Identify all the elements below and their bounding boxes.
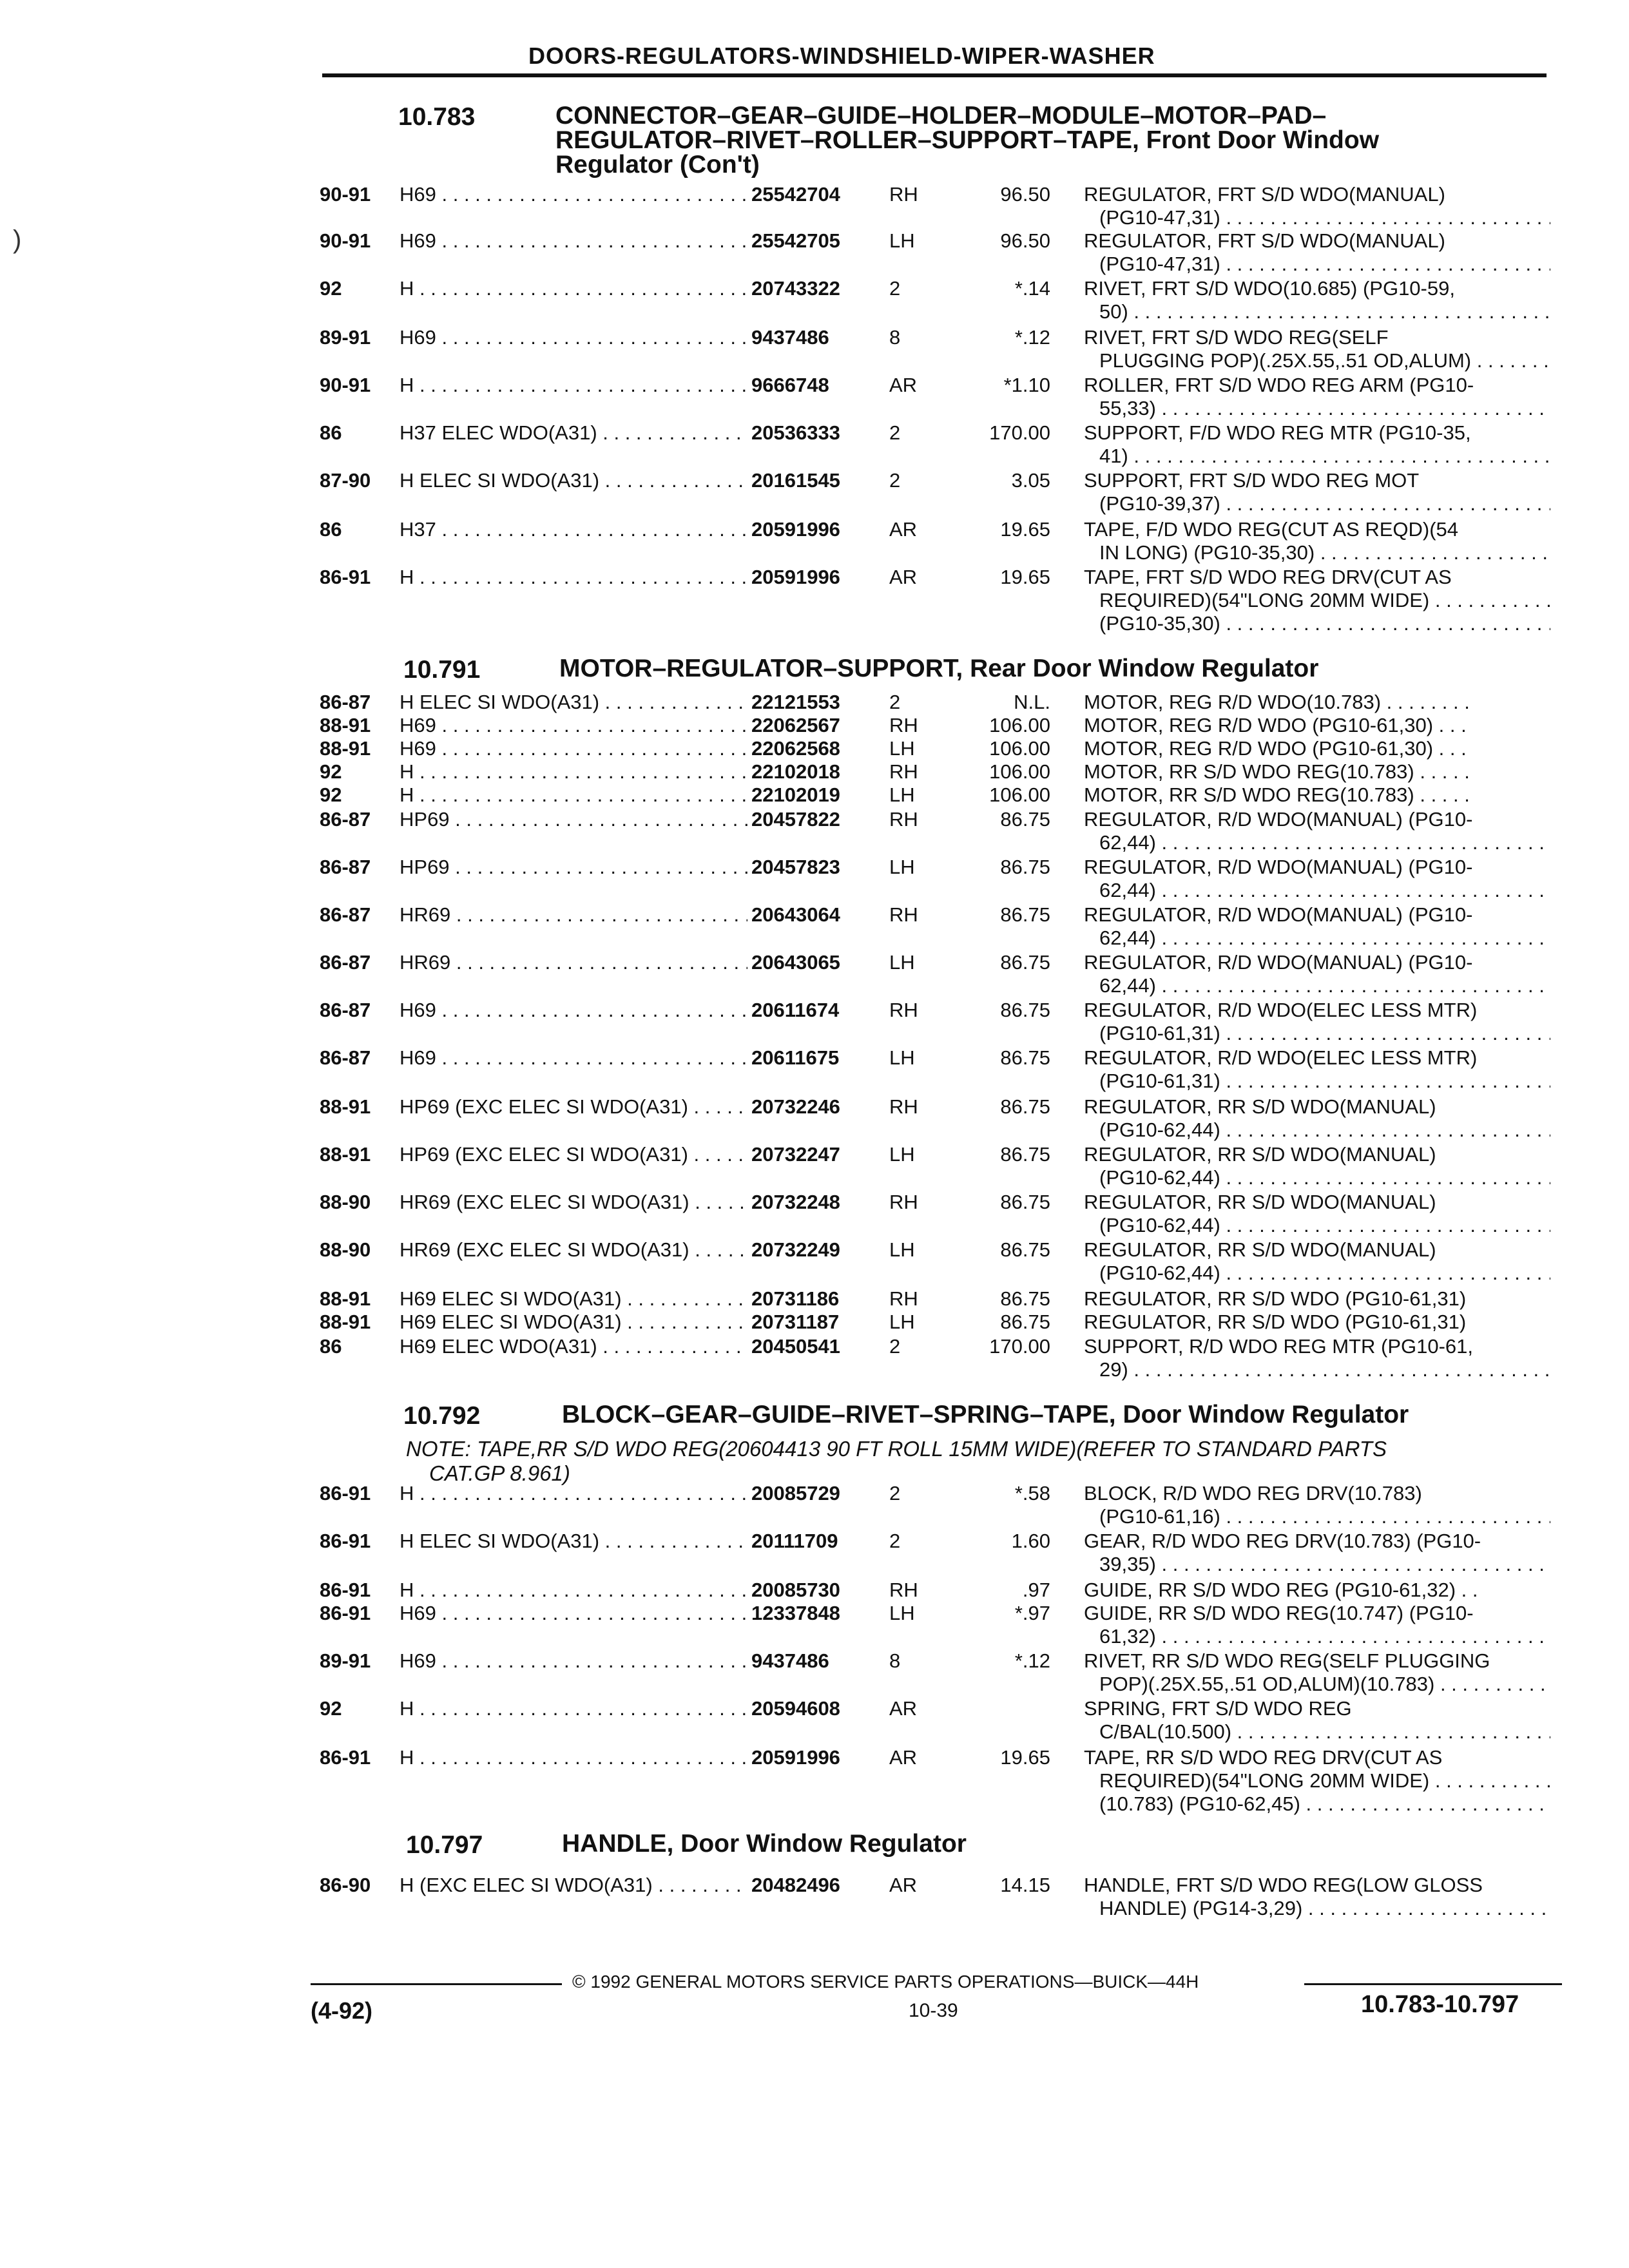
model-year: 86-91 xyxy=(320,1530,371,1552)
part-number: 20731187 xyxy=(751,1311,840,1333)
model-application: HR69 (EXC ELEC SI WDO(A31) . . . xyxy=(400,1238,747,1262)
description-continued: IN LONG) (PG10-35,30) . . . xyxy=(1099,541,1550,564)
model-year: 90-91 xyxy=(320,374,371,396)
table-row xyxy=(0,1287,1629,1313)
model-application: H . . . xyxy=(400,374,747,397)
price: 14.15 xyxy=(1000,1874,1050,1896)
part-number: 9437486 xyxy=(751,326,829,349)
price: 19.65 xyxy=(1000,566,1050,588)
part-number: 20732246 xyxy=(751,1095,840,1118)
model-year: 86-91 xyxy=(320,1602,371,1624)
quantity: 2 xyxy=(889,691,901,713)
description: REGULATOR, R/D WDO(MANUAL) (PG10- xyxy=(1084,856,1473,878)
model-year: 86 xyxy=(320,421,342,444)
note-line-1: NOTE: TAPE,RR S/D WDO REG(20604413 90 FT ROLL 15MM WIDE)(REFER TO STANDARD PARTS xyxy=(406,1437,1387,1461)
model-application: HP69 . . . xyxy=(400,808,747,831)
model-application: HR69 (EXC ELEC SI WDO(A31) . . . xyxy=(400,1191,747,1214)
model-year: 86-90 xyxy=(320,1874,371,1896)
price: 86.75 xyxy=(1000,999,1050,1021)
price: 86.75 xyxy=(1000,1238,1050,1261)
quantity: 8 xyxy=(889,326,901,349)
table-row xyxy=(0,469,1629,495)
table-row xyxy=(0,1746,1629,1772)
model-year: 92 xyxy=(320,760,342,783)
model-application: H ELEC SI WDO(A31) . . . xyxy=(400,691,747,714)
description: REGULATOR, R/D WDO(MANUAL) (PG10- xyxy=(1084,808,1473,831)
quantity: AR xyxy=(889,1746,918,1769)
description: SUPPORT, F/D WDO REG MTR (PG10-35, xyxy=(1084,421,1471,444)
description: REGULATOR, R/D WDO(ELEC LESS MTR) xyxy=(1084,999,1478,1021)
description: REGULATOR, RR S/D WDO(MANUAL) xyxy=(1084,1143,1436,1166)
model-application: H . . . xyxy=(400,566,747,589)
quantity: AR xyxy=(889,1697,918,1720)
quantity: LH xyxy=(889,229,915,252)
header-rule xyxy=(322,73,1547,77)
description: MOTOR, REG R/D WDO(10.783) . . . . . . . . xyxy=(1084,691,1470,713)
footer-date: (4-92) xyxy=(311,1997,373,2024)
description-continued: (PG10-62,44) . . . xyxy=(1099,1166,1550,1189)
price: 96.50 xyxy=(1000,183,1050,206)
price: 96.50 xyxy=(1000,229,1050,252)
model-year: 86 xyxy=(320,518,342,541)
price: *.12 xyxy=(1014,326,1050,349)
model-application: H69 . . . xyxy=(400,1649,747,1673)
model-year: 86-91 xyxy=(320,1482,371,1504)
model-year: 88-90 xyxy=(320,1238,371,1261)
model-application: H69 . . . xyxy=(400,737,747,760)
section-number: 10.792 xyxy=(403,1402,481,1430)
part-number: 20732249 xyxy=(751,1238,840,1261)
table-row xyxy=(0,326,1629,352)
part-number: 20731186 xyxy=(751,1287,840,1310)
description-continued: REQUIRED)(54"LONG 20MM WIDE) . . . xyxy=(1099,1769,1550,1792)
description-continued: (PG10-62,44) . . . xyxy=(1099,1262,1550,1285)
quantity: LH xyxy=(889,1311,915,1333)
price: 1.60 xyxy=(1011,1530,1050,1552)
price: 86.75 xyxy=(1000,903,1050,926)
part-number: 20732247 xyxy=(751,1143,840,1166)
model-application: H . . . xyxy=(400,1579,747,1602)
table-row xyxy=(0,1238,1629,1264)
part-number: 20591996 xyxy=(751,566,840,588)
quantity: AR xyxy=(889,518,918,541)
quantity: 2 xyxy=(889,421,901,444)
section-title-line-2: REGULATOR–RIVET–ROLLER–SUPPORT–TAPE, Front Door Window xyxy=(555,126,1380,154)
model-application: H . . . xyxy=(400,1482,747,1505)
quantity: 2 xyxy=(889,469,901,492)
price: *1.10 xyxy=(1003,374,1050,396)
model-year: 88-91 xyxy=(320,737,371,760)
description: MOTOR, RR S/D WDO REG(10.783) . . . . . xyxy=(1084,783,1470,806)
footer-range: 10.783-10.797 xyxy=(1361,1991,1519,2018)
price: 86.75 xyxy=(1000,1143,1050,1166)
price: 86.75 xyxy=(1000,1046,1050,1069)
description: REGULATOR, FRT S/D WDO(MANUAL) xyxy=(1084,229,1445,252)
table-row xyxy=(0,1482,1629,1508)
price: 86.75 xyxy=(1000,856,1050,878)
model-application: H69 . . . xyxy=(400,1602,747,1625)
model-year: 89-91 xyxy=(320,326,371,349)
part-number: 20643065 xyxy=(751,951,840,974)
description: RIVET, FRT S/D WDO(10.685) (PG10-59, xyxy=(1084,277,1455,300)
section-number: 10.797 xyxy=(406,1831,483,1859)
part-number: 20085730 xyxy=(751,1579,840,1601)
description-continued: 62,44) . . . xyxy=(1099,879,1550,902)
model-application: HR69 . . . xyxy=(400,951,747,974)
model-year: 88-91 xyxy=(320,1143,371,1166)
description-continued: 62,44) . . . xyxy=(1099,831,1550,854)
quantity: RH xyxy=(889,808,918,831)
description-continued: (PG10-35,30) . . . xyxy=(1099,612,1550,635)
part-number: 20591996 xyxy=(751,518,840,541)
part-number: 20457823 xyxy=(751,856,840,878)
part-number: 12337848 xyxy=(751,1602,840,1624)
part-number: 25542704 xyxy=(751,183,840,206)
description-continued: 50) . . . xyxy=(1099,300,1550,323)
description-continued: (PG10-62,44) . . . xyxy=(1099,1119,1550,1142)
description: MOTOR, REG R/D WDO (PG10-61,30) . . . xyxy=(1084,737,1467,760)
quantity: RH xyxy=(889,183,918,206)
price: 3.05 xyxy=(1011,469,1050,492)
description: RIVET, FRT S/D WDO REG(SELF xyxy=(1084,326,1389,349)
model-application: H . . . xyxy=(400,760,747,783)
section-title-line-1: MOTOR–REGULATOR–SUPPORT, Rear Door Window Regulator xyxy=(559,655,1319,682)
model-year: 86-87 xyxy=(320,999,371,1021)
model-year: 86 xyxy=(320,1335,342,1358)
model-application: H69 . . . xyxy=(400,326,747,349)
description: TAPE, RR S/D WDO REG DRV(CUT AS xyxy=(1084,1746,1443,1769)
quantity: LH xyxy=(889,856,915,878)
quantity: LH xyxy=(889,1602,915,1624)
price: 86.75 xyxy=(1000,1311,1050,1333)
description: REGULATOR, R/D WDO(ELEC LESS MTR) xyxy=(1084,1046,1478,1069)
description-continued: 55,33) . . . xyxy=(1099,397,1550,420)
description-continued: HANDLE) (PG14-3,29) . . . xyxy=(1099,1897,1550,1920)
table-row xyxy=(0,1649,1629,1675)
quantity: AR xyxy=(889,1874,918,1896)
description: GUIDE, RR S/D WDO REG (PG10-61,32) . . xyxy=(1084,1579,1478,1601)
description: TAPE, F/D WDO REG(CUT AS REQD)(54 xyxy=(1084,518,1459,541)
model-application: H69 ELEC SI WDO(A31) . . . xyxy=(400,1287,747,1311)
table-row xyxy=(0,808,1629,834)
section-title-line-3: Regulator (Con't) xyxy=(555,151,760,178)
footer-rule-left xyxy=(311,1983,562,1985)
quantity: LH xyxy=(889,737,915,760)
model-year: 90-91 xyxy=(320,183,371,206)
table-row xyxy=(0,783,1629,809)
price: 170.00 xyxy=(989,421,1050,444)
part-number: 9666748 xyxy=(751,374,829,396)
section-title-line-1: HANDLE, Door Window Regulator xyxy=(562,1830,967,1858)
part-number: 20161545 xyxy=(751,469,840,492)
section-number: 10.791 xyxy=(403,656,481,684)
table-row xyxy=(0,518,1629,544)
table-row xyxy=(0,1579,1629,1604)
quantity: RH xyxy=(889,999,918,1021)
model-application: H . . . xyxy=(400,1697,747,1720)
quantity: AR xyxy=(889,566,918,588)
table-row xyxy=(0,856,1629,881)
table-row xyxy=(0,903,1629,929)
part-number: 20482496 xyxy=(751,1874,840,1896)
model-application: H69 . . . xyxy=(400,714,747,737)
description: MOTOR, REG R/D WDO (PG10-61,30) . . . xyxy=(1084,714,1467,736)
table-row xyxy=(0,1311,1629,1336)
price: 86.75 xyxy=(1000,951,1050,974)
section-number: 10.783 xyxy=(398,103,476,131)
part-number: 20085729 xyxy=(751,1482,840,1504)
price: N.L. xyxy=(1014,691,1050,713)
price: 106.00 xyxy=(989,760,1050,783)
model-year: 87-90 xyxy=(320,469,371,492)
model-year: 86-87 xyxy=(320,691,371,713)
model-application: H . . . xyxy=(400,277,747,300)
price: *.97 xyxy=(1014,1602,1050,1624)
quantity: 2 xyxy=(889,1335,901,1358)
table-row xyxy=(0,737,1629,763)
model-application: HP69 (EXC ELEC SI WDO(A31) . . . xyxy=(400,1095,747,1119)
model-application: HP69 . . . xyxy=(400,856,747,879)
description-continued: (PG10-61,31) . . . xyxy=(1099,1070,1550,1093)
part-number: 9437486 xyxy=(751,1649,829,1672)
price: *.12 xyxy=(1014,1649,1050,1672)
model-year: 86-87 xyxy=(320,808,371,831)
note-line-2: CAT.GP 8.961) xyxy=(429,1461,570,1485)
table-row xyxy=(0,1530,1629,1555)
model-application: H69 . . . xyxy=(400,229,747,253)
quantity: RH xyxy=(889,714,918,736)
price: 86.75 xyxy=(1000,1095,1050,1118)
part-number: 22121553 xyxy=(751,691,840,713)
table-row xyxy=(0,1874,1629,1899)
quantity: 2 xyxy=(889,277,901,300)
part-number: 25542705 xyxy=(751,229,840,252)
price: 19.65 xyxy=(1000,518,1050,541)
model-application: H37 ELEC WDO(A31) . . . xyxy=(400,421,747,445)
model-application: H69 ELEC WDO(A31) . . . xyxy=(400,1335,747,1358)
description: TAPE, FRT S/D WDO REG DRV(CUT AS xyxy=(1084,566,1452,588)
model-year: 88-91 xyxy=(320,1095,371,1118)
description: REGULATOR, RR S/D WDO (PG10-61,31) xyxy=(1084,1311,1467,1333)
description-continued: 61,32) . . . xyxy=(1099,1625,1550,1648)
description-continued: (PG10-61,16) . . . xyxy=(1099,1505,1550,1528)
quantity: 2 xyxy=(889,1482,901,1504)
part-number: 20450541 xyxy=(751,1335,840,1358)
part-number: 20594608 xyxy=(751,1697,840,1720)
model-year: 89-91 xyxy=(320,1649,371,1672)
part-number: 22062567 xyxy=(751,714,840,736)
margin-mark: ) xyxy=(13,226,22,254)
price: 106.00 xyxy=(989,714,1050,736)
description-continued: PLUGGING POP)(.25X.55,.51 OD,ALUM) . . . . xyxy=(1099,349,1550,372)
table-row xyxy=(0,1143,1629,1169)
table-row xyxy=(0,183,1629,209)
quantity: RH xyxy=(889,1579,918,1601)
description-continued: 62,44) . . . xyxy=(1099,927,1550,950)
description: MOTOR, RR S/D WDO REG(10.783) . . . . . xyxy=(1084,760,1470,783)
description: REGULATOR, RR S/D WDO(MANUAL) xyxy=(1084,1095,1436,1118)
part-number: 20643064 xyxy=(751,903,840,926)
model-application: H (EXC ELEC SI WDO(A31) . . . xyxy=(400,1874,747,1897)
description: RIVET, RR S/D WDO REG(SELF PLUGGING xyxy=(1084,1649,1490,1672)
part-number: 20591996 xyxy=(751,1746,840,1769)
model-year: 86-87 xyxy=(320,951,371,974)
price: *.14 xyxy=(1014,277,1050,300)
model-year: 86-87 xyxy=(320,903,371,926)
description: REGULATOR, R/D WDO(MANUAL) (PG10- xyxy=(1084,903,1473,926)
part-number: 22102019 xyxy=(751,783,840,806)
price: 86.75 xyxy=(1000,1287,1050,1310)
footer-copyright: © 1992 GENERAL MOTORS SERVICE PARTS OPERATIONS—BUICK—44H xyxy=(572,1972,1199,1992)
description-continued: REQUIRED)(54"LONG 20MM WIDE) . . . xyxy=(1099,589,1550,612)
table-row xyxy=(0,691,1629,716)
description: REGULATOR, R/D WDO(MANUAL) (PG10- xyxy=(1084,951,1473,974)
price: 86.75 xyxy=(1000,808,1050,831)
description-continued: 29) . . . xyxy=(1099,1358,1550,1381)
table-row xyxy=(0,1697,1629,1723)
description: SPRING, FRT S/D WDO REG xyxy=(1084,1697,1352,1720)
description: ROLLER, FRT S/D WDO REG ARM (PG10- xyxy=(1084,374,1474,396)
quantity: 2 xyxy=(889,1530,901,1552)
model-year: 86-91 xyxy=(320,566,371,588)
description-continued: (PG10-61,31) . . . xyxy=(1099,1022,1550,1045)
model-application: H ELEC SI WDO(A31) . . . xyxy=(400,1530,747,1553)
description-continued: 62,44) . . . xyxy=(1099,974,1550,997)
model-year: 86-87 xyxy=(320,1046,371,1069)
footer-page-number: 10-39 xyxy=(909,2000,958,2021)
description: GUIDE, RR S/D WDO REG(10.747) (PG10- xyxy=(1084,1602,1474,1624)
description-continued: 41) . . . xyxy=(1099,445,1550,468)
price: 86.75 xyxy=(1000,1191,1050,1213)
page-header: DOORS-REGULATORS-WINDSHIELD-WIPER-WASHER xyxy=(528,43,1155,69)
table-row xyxy=(0,951,1629,977)
part-number: 22102018 xyxy=(751,760,840,783)
quantity: LH xyxy=(889,783,915,806)
part-number: 20611675 xyxy=(751,1046,840,1069)
table-row xyxy=(0,421,1629,447)
part-number: 20536333 xyxy=(751,421,840,444)
model-year: 92 xyxy=(320,277,342,300)
quantity: 8 xyxy=(889,1649,901,1672)
quantity: LH xyxy=(889,1238,915,1261)
model-application: H69 . . . xyxy=(400,1046,747,1070)
quantity: LH xyxy=(889,1046,915,1069)
model-year: 92 xyxy=(320,1697,342,1720)
description: REGULATOR, RR S/D WDO(MANUAL) xyxy=(1084,1191,1436,1213)
table-row xyxy=(0,1335,1629,1361)
model-year: 88-91 xyxy=(320,1311,371,1333)
price: 106.00 xyxy=(989,783,1050,806)
table-row xyxy=(0,566,1629,591)
description: SUPPORT, R/D WDO REG MTR (PG10-61, xyxy=(1084,1335,1474,1358)
section-title-line-1: CONNECTOR–GEAR–GUIDE–HOLDER–MODULE–MOTOR–PAD– xyxy=(555,102,1327,130)
part-number: 20111709 xyxy=(751,1530,838,1552)
model-year: 86-91 xyxy=(320,1579,371,1601)
part-number: 20457822 xyxy=(751,808,840,831)
description-continued: C/BAL(10.500) . . . xyxy=(1099,1720,1550,1744)
price: 106.00 xyxy=(989,737,1050,760)
description: BLOCK, R/D WDO REG DRV(10.783) xyxy=(1084,1482,1422,1504)
model-application: H69 ELEC SI WDO(A31) . . . xyxy=(400,1311,747,1334)
table-row xyxy=(0,714,1629,740)
quantity: AR xyxy=(889,374,918,396)
quantity: LH xyxy=(889,1143,915,1166)
model-application: HR69 . . . xyxy=(400,903,747,927)
model-application: H ELEC SI WDO(A31) . . . xyxy=(400,469,747,492)
table-row xyxy=(0,1095,1629,1121)
model-application: H . . . xyxy=(400,783,747,807)
price: *.58 xyxy=(1014,1482,1050,1504)
part-number: 20611674 xyxy=(751,999,840,1021)
model-application: H37 . . . xyxy=(400,518,747,541)
part-number: 22062568 xyxy=(751,737,840,760)
quantity: RH xyxy=(889,1287,918,1310)
table-row xyxy=(0,1602,1629,1628)
table-row xyxy=(0,277,1629,303)
price: 170.00 xyxy=(989,1335,1050,1358)
model-year: 86-91 xyxy=(320,1746,371,1769)
section-title-line-1: BLOCK–GEAR–GUIDE–RIVET–SPRING–TAPE, Door Window Regulator xyxy=(562,1401,1409,1428)
part-number: 20732248 xyxy=(751,1191,840,1213)
description: REGULATOR, RR S/D WDO(MANUAL) xyxy=(1084,1238,1436,1261)
model-year: 88-91 xyxy=(320,1287,371,1310)
quantity: RH xyxy=(889,1095,918,1118)
description-continued: (PG10-47,31) . . . xyxy=(1099,253,1550,276)
model-year: 88-90 xyxy=(320,1191,371,1213)
description-continued: (PG10-39,37) . . . xyxy=(1099,492,1550,515)
model-application: HP69 (EXC ELEC SI WDO(A31) . . . xyxy=(400,1143,747,1166)
description: SUPPORT, FRT S/D WDO REG MOT xyxy=(1084,469,1420,492)
model-application: H . . . xyxy=(400,1746,747,1769)
description: REGULATOR, FRT S/D WDO(MANUAL) xyxy=(1084,183,1445,206)
price: .97 xyxy=(1022,1579,1050,1601)
description-continued: POP)(.25X.55,.51 OD,ALUM)(10.783) . . . . . . xyxy=(1099,1673,1550,1696)
description-continued: (PG10-62,44) . . . xyxy=(1099,1214,1550,1237)
price: 19.65 xyxy=(1000,1746,1050,1769)
table-row xyxy=(0,374,1629,399)
description-continued: 39,35) . . . xyxy=(1099,1553,1550,1576)
description: GEAR, R/D WDO REG DRV(10.783) (PG10- xyxy=(1084,1530,1481,1552)
model-year: 92 xyxy=(320,783,342,806)
quantity: RH xyxy=(889,903,918,926)
table-row xyxy=(0,999,1629,1024)
quantity: LH xyxy=(889,951,915,974)
description: HANDLE, FRT S/D WDO REG(LOW GLOSS xyxy=(1084,1874,1483,1896)
model-application: H69 . . . xyxy=(400,999,747,1022)
part-number: 20743322 xyxy=(751,277,840,300)
model-year: 86-87 xyxy=(320,856,371,878)
table-row xyxy=(0,1046,1629,1072)
table-row xyxy=(0,1191,1629,1216)
footer-rule-right xyxy=(1304,1983,1562,1985)
quantity: RH xyxy=(889,760,918,783)
model-application: H69 . . . xyxy=(400,183,747,206)
description-continued: (PG10-47,31) . . . xyxy=(1099,206,1550,229)
model-year: 90-91 xyxy=(320,229,371,252)
description-continued: (10.783) (PG10-62,45) . . . xyxy=(1099,1792,1550,1816)
table-row xyxy=(0,760,1629,786)
quantity: RH xyxy=(889,1191,918,1213)
table-row xyxy=(0,229,1629,255)
description: REGULATOR, RR S/D WDO (PG10-61,31) xyxy=(1084,1287,1467,1310)
model-year: 88-91 xyxy=(320,714,371,736)
